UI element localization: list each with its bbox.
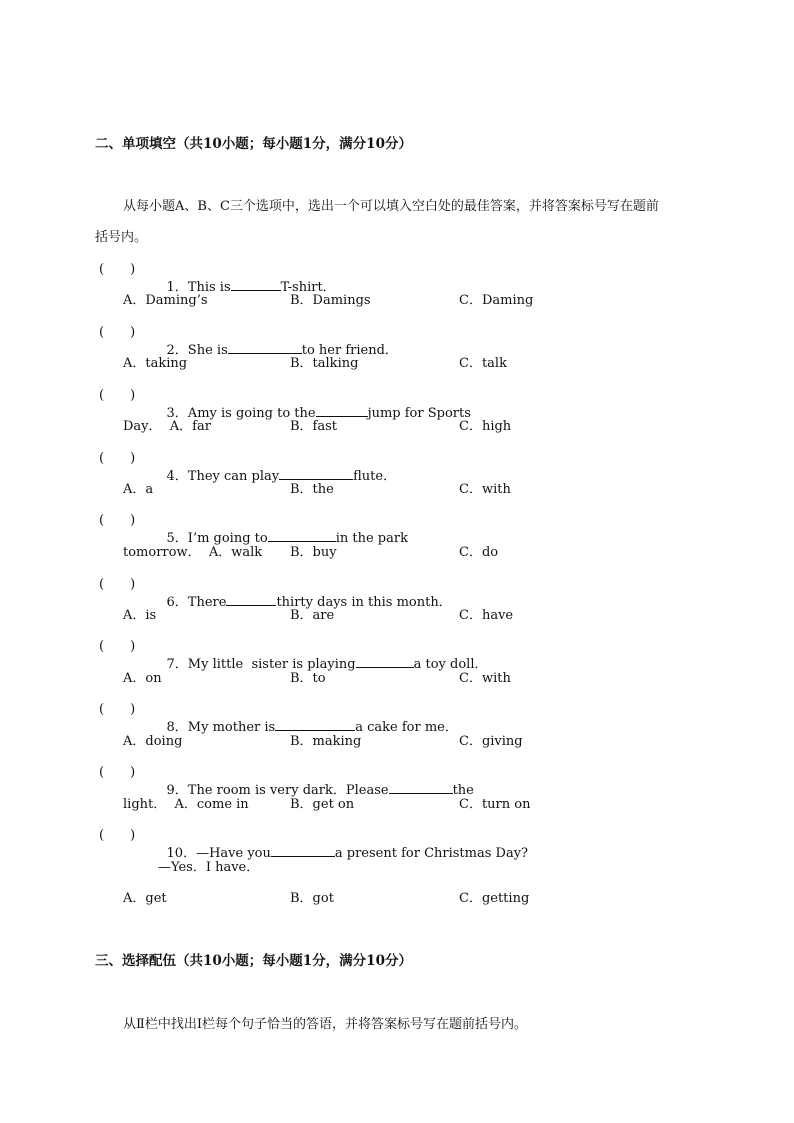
question-stem: 1．This is [166,280,231,295]
answer-bracket[interactable]: ( ) [99,451,136,466]
option-c: C．with [459,671,511,686]
option-c: C．have [459,608,514,623]
option-a: A．doing [123,734,183,749]
blank [268,529,336,542]
question-stem-end: T-shirt． [280,280,336,295]
answer-bracket[interactable]: ( ) [99,702,136,717]
question-stem: 6．There [166,595,227,610]
option-c: C．high [459,419,512,434]
blank [231,278,281,291]
section2-heading: 二、单项填空（共10小题；每小题1分，满分10分） [95,136,412,152]
blank [275,718,355,731]
option-b: B．are [290,608,335,623]
question-stem: 4．They can play [166,469,280,484]
option-c: C．do [459,545,499,560]
blank [271,844,335,857]
question-stem-continued: tomorrow． A．walk [123,545,263,560]
answer-bracket[interactable]: ( ) [99,513,136,528]
option-c: C．with [459,482,511,497]
question-stem-end: in the park [335,531,408,546]
answer-bracket[interactable]: ( ) [99,828,136,843]
question-stem: 8．My mother is [166,720,276,735]
blank [389,781,453,794]
question-stem-end: a toy doll． [413,657,488,672]
question-stem-end: to her friend． [301,343,398,358]
option-b: B．get on [290,797,355,812]
option-b: B．got [290,891,334,906]
answer-bracket[interactable]: ( ) [99,639,136,654]
section2-instruction: 从每小题A、B、C三个选项中，选出一个可以填入空白处的最佳答案，并将答案标号写在题前 [123,199,659,214]
option-b: B．the [290,482,334,497]
option-a: A．a [123,482,154,497]
option-b: B．Damings [290,293,371,308]
question-stem: 3．Amy is going to the [166,406,316,421]
blank [356,655,414,668]
dialogue-reply: —Yes．I have． [158,860,260,875]
option-a: A．Daming’s [123,293,208,308]
section2-instruction-cont: 括号内。 [95,230,148,245]
blank [228,341,302,354]
question-stem: 5．I’m going to [166,531,268,546]
blank [316,404,368,417]
option-a: A．get [123,891,167,906]
section3-instruction: 从Ⅱ栏中找出Ⅰ栏每个句子恰当的答语，并将答案标号写在题前括号内。 [123,1017,527,1032]
option-c: C．getting [459,891,530,906]
question-stem-end: a cake for me． [355,720,458,735]
blank [226,593,276,606]
question-stem: 2．She is [166,343,228,358]
option-a: A．is [123,608,157,623]
option-b: B．making [290,734,362,749]
section3-heading: 三、选择配伍（共10小题；每小题1分，满分10分） [95,953,412,969]
option-b: B．fast [290,419,338,434]
answer-bracket[interactable]: ( ) [99,325,136,340]
answer-bracket[interactable]: ( ) [99,765,136,780]
option-b: B．to [290,671,326,686]
question-stem: 7．My little sister is playing [166,657,356,672]
question-stem-end: the [452,783,474,798]
question-stem-end: flute． [353,469,397,484]
answer-bracket[interactable]: ( ) [99,577,136,592]
question-stem-end: a present for Christmas Day? [334,846,529,861]
question-stem-end: thirty days in this month． [276,595,452,610]
question-stem: 9．The room is very dark．Please [166,783,389,798]
question-stem: 10．—Have you [166,846,271,861]
option-c: C．talk [459,356,507,371]
option-c: C．turn on [459,797,531,812]
answer-bracket[interactable]: ( ) [99,262,136,277]
answer-bracket[interactable]: ( ) [99,388,136,403]
option-a: A．on [123,671,162,686]
question-stem-continued: light． A．come in [123,797,249,812]
option-a: A．taking [123,356,188,371]
option-b: B．buy [290,545,337,560]
option-b: B．talking [290,356,359,371]
option-c: C．Daming [459,293,534,308]
question-stem-end: jump for Sports [367,406,471,421]
option-c: C．giving [459,734,523,749]
question-stem-continued: Day． A．far [123,419,211,434]
blank [279,467,353,480]
